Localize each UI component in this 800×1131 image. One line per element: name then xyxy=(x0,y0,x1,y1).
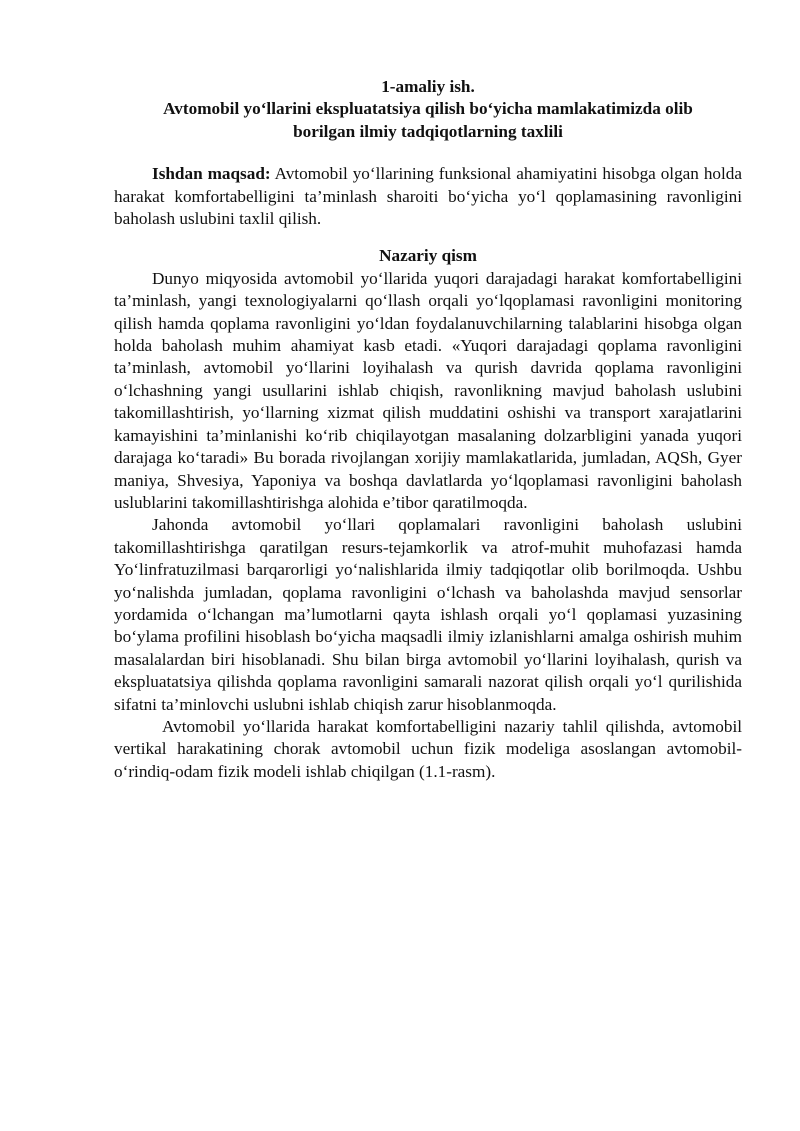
body-paragraph-3: Avtomobil yo‘llarida harakat komfortabelligini nazariy tahlil qilishda, avtomobil vertikal harakatining chorak avtomobil uchun fizik modeliga asoslangan avtomobil-o‘rindiq-odam fizik modeli ishlab chiqilgan (1.1-rasm). xyxy=(114,716,742,781)
title-line-1: 1-amaliy ish. xyxy=(381,77,475,96)
title-line-3: borilgan ilmiy tadqiqotlarning taxlili xyxy=(293,121,563,141)
section-heading: Nazariy qism xyxy=(379,246,477,266)
body-paragraph-2: Jahonda avtomobil yo‘llari qoplamalari ravonligini baholash uslubini takomillashtirishga qaratilgan resurs-tejamkorlik va atrof-muhit muhofazasi hamda Yo‘linfratuzilmasi barqarorligi yo‘nalishlarida ilmiy tadqiqotlar olib borilmoqda. Ushbu yo‘nalishda jumladan, qoplama ravonligini o‘lchash va baholashda mavjud sensorlar yordamida o‘lchangan ma’lumotlarni qayta ishlash orqali yo‘l qoplamasi yuzasining bo‘ylama profilini hisoblash bo‘yicha maqsadli ilmiy izlanishlarni amalga oshirish muhim masalalardan biri hisoblanadi. Shu bilan birga avtomobil yo‘llarini loyihalash, qurish va ekspluatatsiya qilishda qoplama ravonligini samarali nazorat qilish orqali yo‘l qurilishida sifatni ta’minlovchi uslubni ishlab chiqish zarur hisoblanmoqda. xyxy=(114,515,742,714)
document-body xyxy=(114,76,742,783)
body-paragraph-1: Dunyo miqyosida avtomobil yo‘llarida yuqori darajadagi harakat komfortabelligini ta’minlash, yangi texnologiyalarni qo‘llash orqali yo‘lqoplamasi ravonligini monitoring qilish hamda qoplama ravonligini yo‘ldan foydalanuvchilarning talablarini hisobga olgan holda baholash muhim ahamiyat kasb etadi. «Yuqori darajadagi qoplama ravonligini ta’minlash, avtomobil yo‘llarini loyihalash va qurish davrida qoplama ravonligini o‘lchashning yangi usullarini ishlab chiqish, ravonlikning mavjud baholash uslubini takomillashtirish, yo‘llarning xizmat qilish muddatini oshishi va transport xarajatlarini kamayishini ta’minlanishi ko‘rib chiqilayotgan masalaning dolzarbligini yanada yuqori darajaga ko‘taradi» Bu borada rivojlangan xorijiy mamlakatlarida, jumladan, AQSh, Gyer maniya, Shvesiya, Yaponiya va boshqa davlatlarda yo‘lqoplamasi ravonligini baholash uslublarini takomillashtirishga alohida e’tibor qaratilmoqda. xyxy=(114,268,742,512)
title-line-2: Avtomobil yo‘llarini ekspluatatsiya qilish bo‘yicha mamlakatimizda olib xyxy=(163,99,693,119)
document-title xyxy=(114,76,742,143)
aim-label: Ishdan maqsad: xyxy=(152,164,271,184)
aim-text: Avtomobil yo‘llarining funksional ahamiyatini hisobga olgan holda harakat komfortabelligini ta’minlash sharoiti bo‘yicha yo‘l qoplamasining ravonligini baholash uslubini taxlil qilish. xyxy=(114,164,742,229)
aim-paragraph xyxy=(114,163,742,230)
